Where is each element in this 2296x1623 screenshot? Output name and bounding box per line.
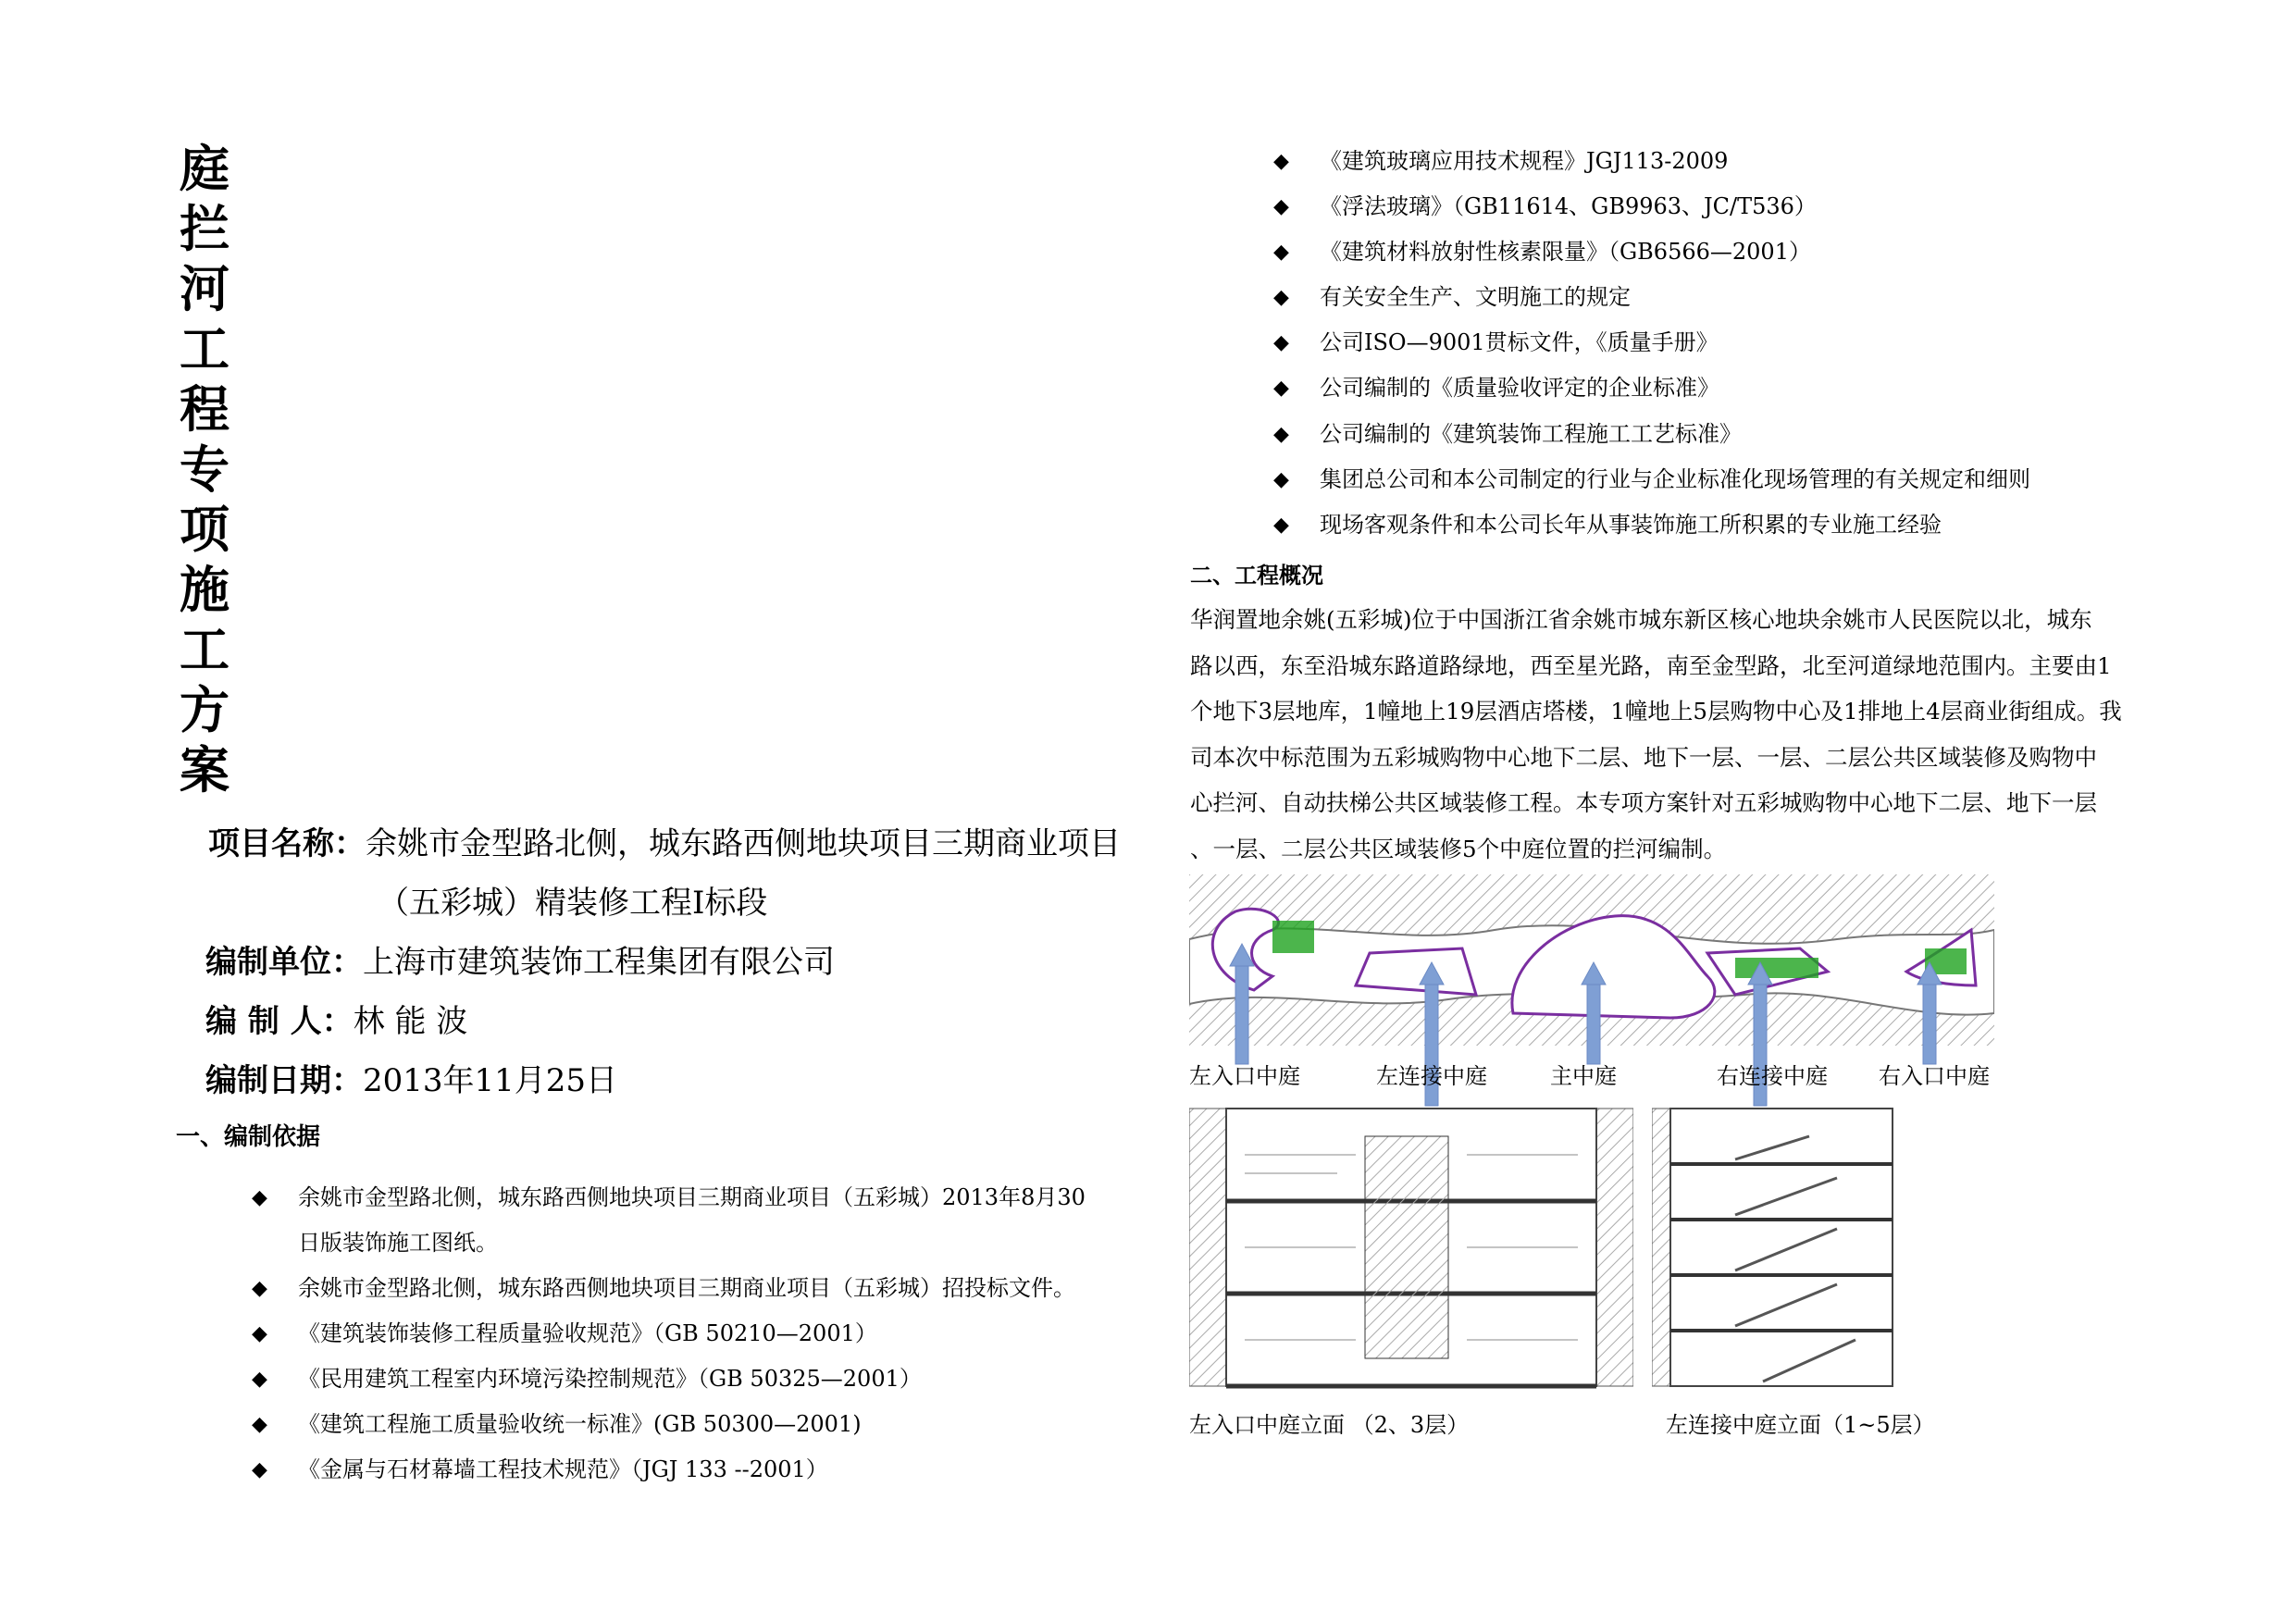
arrow-icon — [1230, 944, 1254, 1064]
elevation-wall-left — [1652, 1109, 1670, 1386]
author-value: 林 能 波 — [353, 1003, 468, 1040]
list-item: ◆ 现场客观条件和本公司长年从事装饰施工所积累的专业施工经验 — [1273, 511, 1942, 538]
list-item: ◆ 集团总公司和本公司制定的行业与企业标准化现场管理的有关规定和细则 — [1273, 465, 2030, 492]
paragraph-line: 司本次中标范围为五彩城购物中心地下二层、地下一层、一层、二层公共区域装修及购物中 — [1190, 743, 2097, 771]
list-item: ◆ 《浮法玻璃》（GB11614、GB9963、JC/T536） — [1273, 193, 1817, 220]
project-name-value-2: （五彩城）精装修工程Ⅰ标段 — [378, 885, 768, 922]
author-label: 编 制 人： — [205, 1003, 354, 1040]
title-char: 专 — [180, 440, 230, 499]
escalator-section — [1365, 1136, 1448, 1358]
list-item: ◆ 《建筑材料放射性核素限量》（GB6566—2001） — [1273, 239, 1811, 266]
date-label: 编制日期： — [205, 1062, 363, 1099]
arrow-icon — [1917, 962, 1942, 1064]
overview-paragraph — [1190, 597, 2153, 872]
title-char: 施 — [180, 560, 230, 619]
basis-list — [252, 1175, 1086, 1493]
paragraph-line: 华润置地余姚(五彩城)位于中国浙江省余姚市城东新区核心地块余姚市人民医院以北，城东 — [1190, 606, 2092, 633]
left-connect-elevation-drawing — [1652, 1099, 1897, 1400]
elevation-label: 左入口中庭立面 （2、3层） — [1189, 1412, 1470, 1438]
title-char: 方 — [180, 680, 230, 739]
list-item: ◆ 《建筑玻璃应用技术规程》JGJ113-2009 — [1273, 148, 1729, 174]
title-char: 案 — [180, 740, 230, 799]
arrow-icon — [1582, 962, 1606, 1064]
author-row — [205, 992, 467, 1051]
title-char: 河 — [180, 259, 230, 318]
list-item: ◆ 余姚市金型路北侧，城东路西侧地块项目三期商业项目（五彩城）2013年8月30 — [252, 1184, 1086, 1210]
title-char: 庭 — [180, 139, 230, 198]
plan-label: 左入口中庭 — [1189, 1063, 1300, 1089]
section-2-title: 二、工程概况 — [1190, 563, 1323, 588]
title-char: 项 — [180, 500, 230, 559]
list-item: ◆ 《建筑装饰装修工程质量验收规范》（GB 50210—2001） — [252, 1320, 877, 1346]
paragraph-line: 路以西，东至沿城东路道路绿地，西至星光路，南至金型路，北至河道绿地范围内。主要由1 — [1190, 651, 2112, 679]
list-item: ◆ 公司编制的《建筑装饰工程施工工艺标准》 — [1273, 420, 1742, 447]
left-entrance-elevation-drawing — [1189, 1099, 1633, 1400]
paragraph-line: 、一层、二层公共区域装修5个中庭位置的拦河编制。 — [1190, 835, 1727, 862]
project-name-value: 余姚市金型路北侧，城东路西侧地块项目三期商业项目 — [366, 825, 1121, 862]
list-item: ◆ 《建筑工程施工质量验收统一标准》(GB 50300—2001) — [252, 1411, 862, 1437]
plan-label: 右入口中庭 — [1879, 1063, 1990, 1089]
title-char: 程 — [180, 379, 230, 439]
list-item: ◆ 余姚市金型路北侧，城东路西侧地块项目三期商业项目（五彩城）招投标文件。 — [252, 1275, 1075, 1301]
project-name-row — [208, 814, 1121, 873]
elevation-label: 左连接中庭立面（1~5层） — [1666, 1412, 1935, 1438]
list-item: ◆ 有关安全生产、文明施工的规定 — [1273, 284, 1631, 311]
plan-label: 左连接中庭 — [1376, 1063, 1487, 1089]
list-item: ◆ 公司ISO—9001贯标文件，《质量手册》 — [1273, 329, 1719, 356]
list-item: 日版装饰施工图纸。 — [298, 1230, 498, 1256]
title-char: 拦 — [180, 199, 230, 258]
project-name-label: 项目名称： — [208, 825, 366, 862]
unit-row — [205, 933, 835, 992]
title-char: 工 — [180, 620, 230, 679]
plan-label: 主中庭 — [1550, 1063, 1617, 1089]
title-char: 工 — [180, 319, 230, 378]
unit-value: 上海市建筑装饰工程集团有限公司 — [363, 944, 835, 981]
elevation-bg — [1652, 1099, 1897, 1400]
list-item: ◆ 《金属与石材幕墙工程技术规范》（JGJ 133 --2001） — [252, 1456, 828, 1482]
plan-label: 右连接中庭 — [1717, 1063, 1828, 1089]
elevation-wall-left — [1189, 1109, 1226, 1386]
vertical-title — [172, 139, 237, 800]
date-row — [205, 1051, 617, 1110]
paragraph-line: 心拦河、自动扶梯公共区域装修工程。本专项方案针对五彩城购物中心地下二层、地下一层 — [1190, 789, 2097, 816]
section-1-title: 一、编制依据 — [176, 1123, 321, 1151]
elevation-wall-right — [1596, 1109, 1633, 1386]
list-item: ◆ 公司编制的《质量验收评定的企业标准》 — [1273, 375, 1719, 402]
paragraph-line: 个地下3层地库，1幢地上19层酒店塔楼，1幢地上5层购物中心及1排地上4层商业街组成。我 — [1190, 698, 2122, 725]
project-name-row-2 — [378, 873, 767, 933]
date-value: 2013年11月25日 — [363, 1062, 618, 1099]
list-item: ◆ 《民用建筑工程室内环境污染控制规范》（GB 50325—2001） — [252, 1366, 922, 1392]
basis-list-continued — [1273, 139, 2030, 548]
unit-label: 编制单位： — [205, 944, 363, 981]
